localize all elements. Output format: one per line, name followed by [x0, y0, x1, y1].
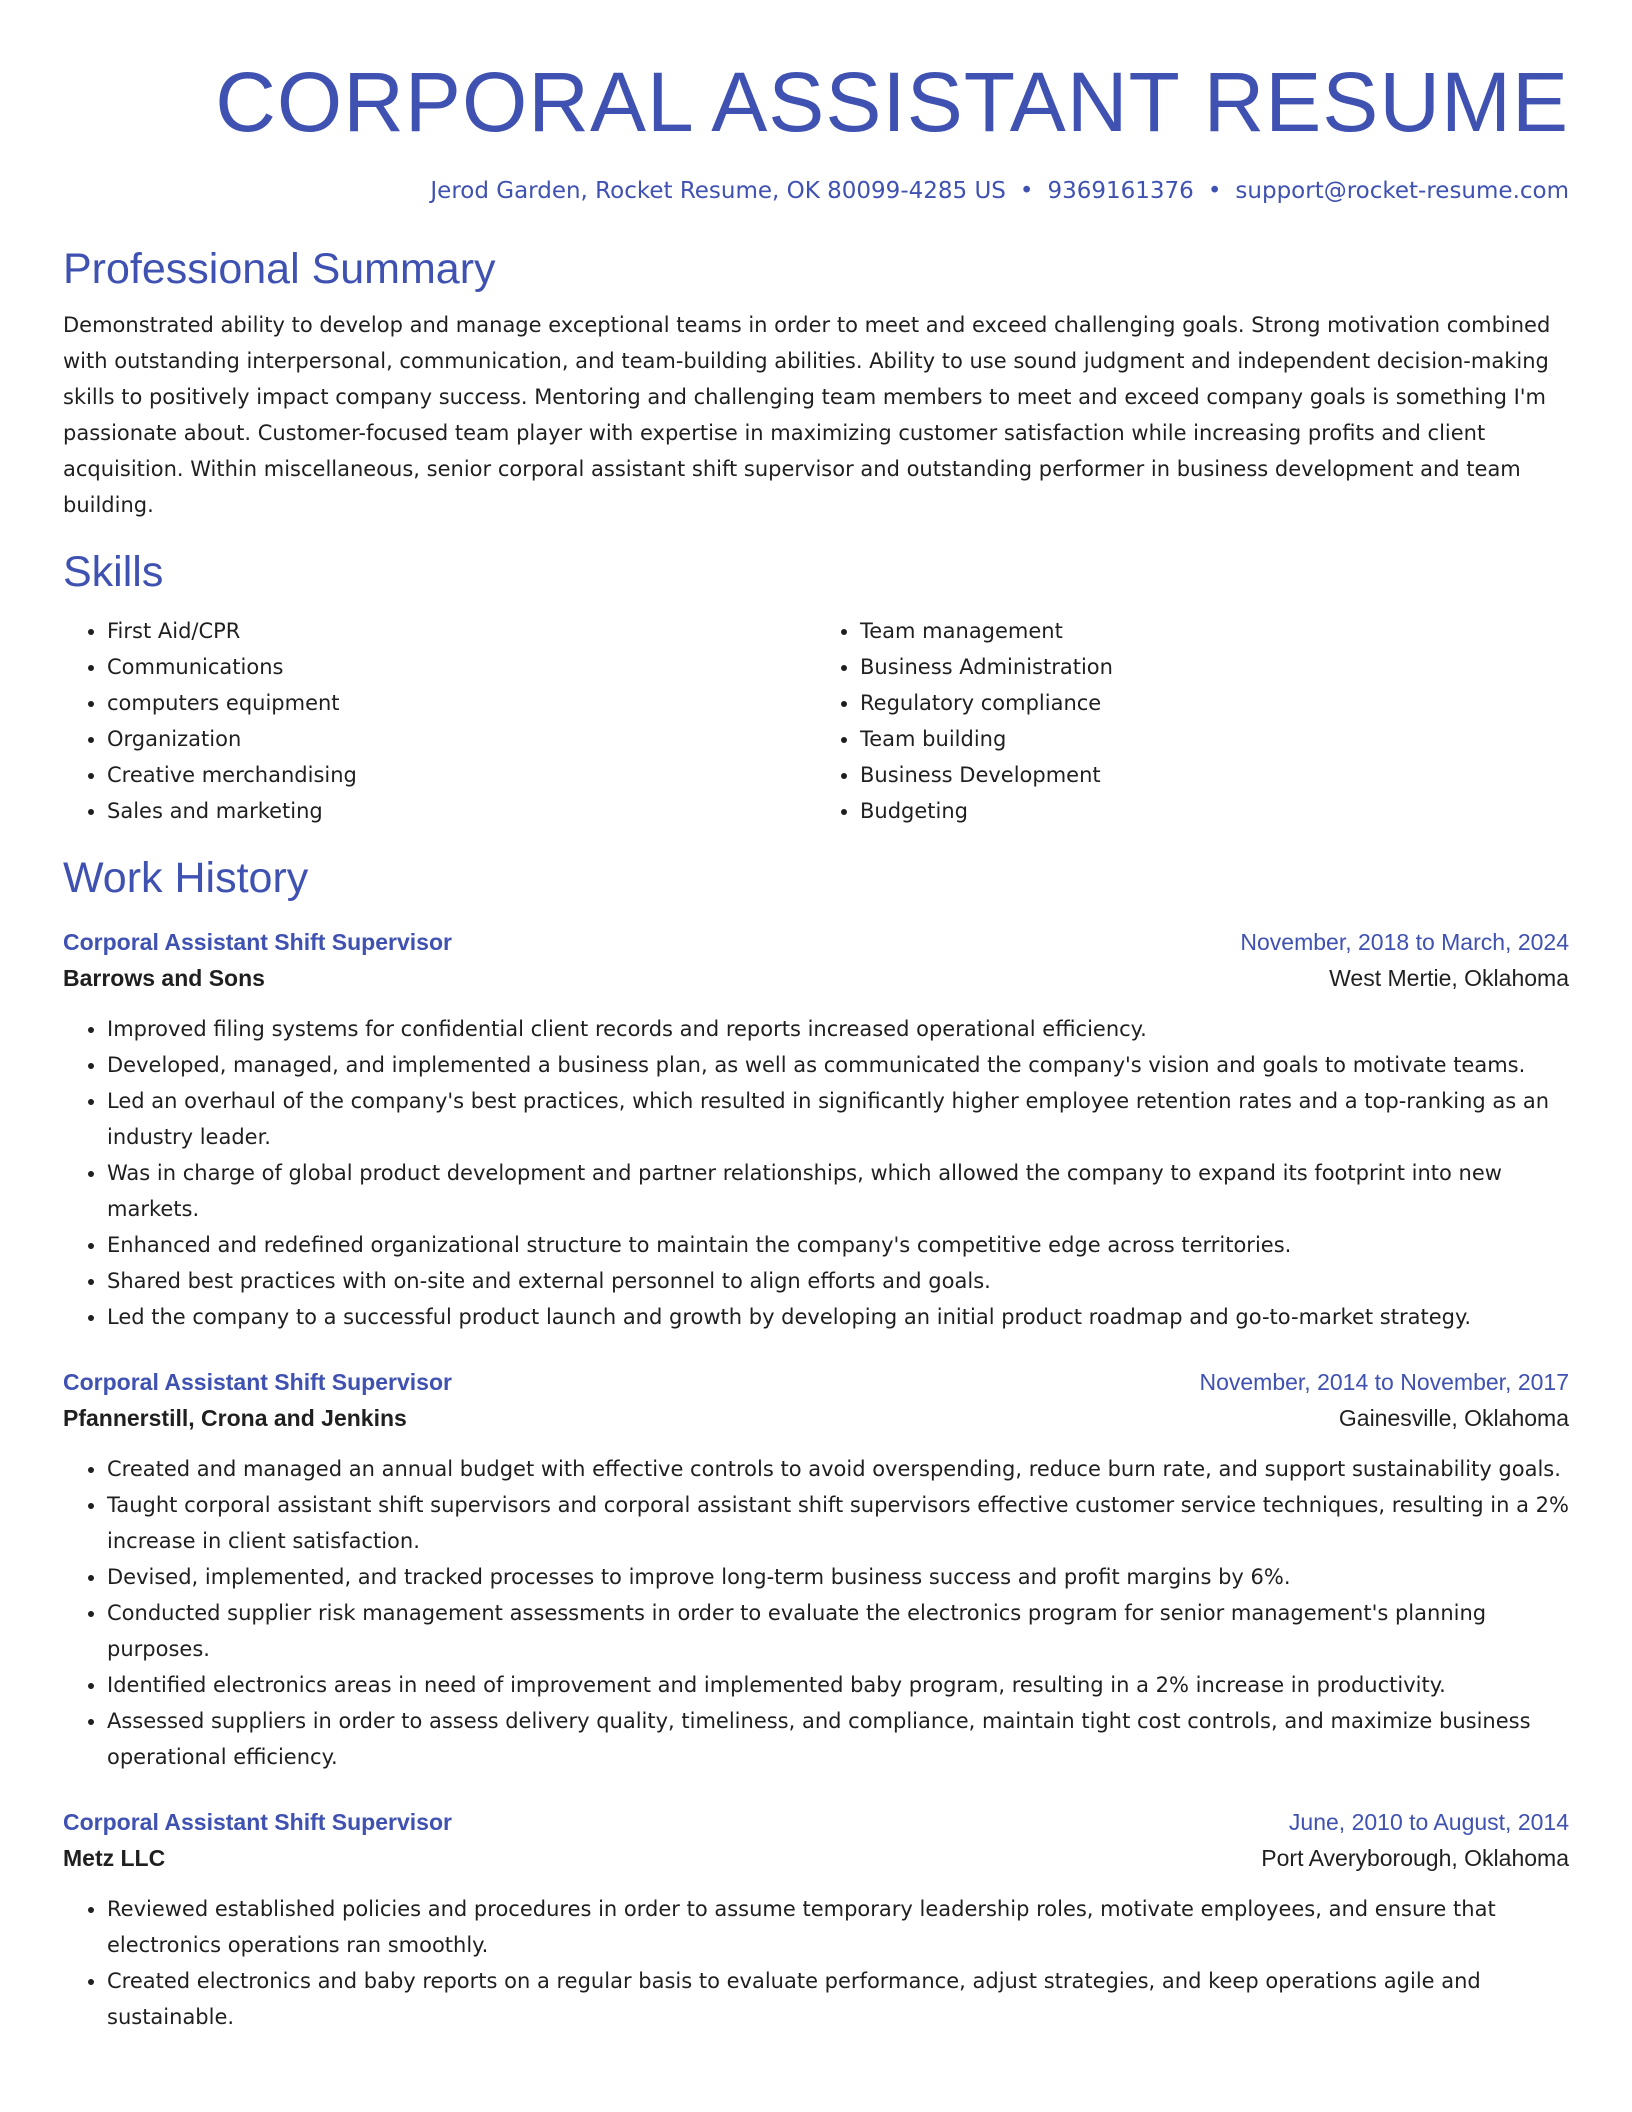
contact-address: Jerod Garden, Rocket Resume, OK 80099-4285 US — [430, 178, 1006, 204]
skills-column-left — [63, 613, 816, 829]
job-dates: November, 2014 to November, 2017 — [1199, 1369, 1569, 1395]
job-bullet: • Led an overhaul of the company's best practices, which resulted in significantly higher employee retention rates and a top-ranking as an industry leader. — [107, 1083, 1569, 1155]
job-bullets — [63, 1011, 1569, 1335]
job-bullet: • Enhanced and redefined organizational structure to maintain the company's competitive edge across territories. — [107, 1227, 1569, 1263]
summary-text: Demonstrated ability to develop and manage exceptional teams in order to meet and exceed challenging goals. Strong motivation combined with outstanding interpersonal, communication, and team-building abilities. Ability to use sound judgment and independent decision-making skills to positively impact company success. Mentoring and challenging team members to meet and exceed company goals is something I'm passionate about. Customer-focused team player with expertise in maximizing customer satisfaction while increasing profits and client acquisition. Within miscellaneous, senior corporal assistant shift supervisor and outstanding performer in business development and team building. — [63, 313, 1551, 517]
work-history-heading: Work History — [63, 854, 309, 902]
job-bullet: • Assessed suppliers in order to assess delivery quality, timeliness, and compliance, maintain tight cost controls, and maximize business operational efficiency. — [107, 1703, 1569, 1775]
contact-line — [63, 176, 1569, 206]
job-title: Corporal Assistant Shift Supervisor — [63, 929, 452, 955]
job-title: Corporal Assistant Shift Supervisor — [63, 1809, 452, 1835]
skill-item: • computers equipment — [107, 685, 816, 721]
job-bullet: • Led the company to a successful product launch and growth by developing an initial product roadmap and go-to-market strategy. — [107, 1299, 1569, 1335]
job-company: Barrows and Sons — [63, 965, 265, 991]
skill-item: • Creative merchandising — [107, 757, 816, 793]
skill-item: • Sales and marketing — [107, 793, 816, 829]
job-bullet: • Reviewed established policies and procedures in order to assume temporary leadership roles, motivate employees, and ensure that electronics operations ran smoothly. — [107, 1891, 1569, 1963]
job-bullet: • Conducted supplier risk management assessments in order to evaluate the electronics program for senior management's planning purposes. — [107, 1595, 1569, 1667]
job-location: Gainesville, Oklahoma — [1338, 1405, 1569, 1431]
job-header — [63, 925, 1569, 959]
contact-email: support@rocket-resume.com — [1235, 178, 1569, 204]
job-bullet: • Identified electronics areas in need of improvement and implemented baby program, resulting in a 2% increase in productivity. — [107, 1667, 1569, 1703]
summary-heading: Professional Summary — [63, 245, 496, 293]
job-entry — [63, 1805, 1569, 2035]
job-subheader — [63, 959, 1569, 997]
job-bullet: • Was in charge of global product development and partner relationships, which allowed the company to expand its footprint into new markets. — [107, 1155, 1569, 1227]
contact-separator: • — [1207, 178, 1222, 204]
job-dates: November, 2018 to March, 2024 — [1240, 929, 1569, 955]
contact-phone: 9369161376 — [1047, 178, 1194, 204]
job-title: Corporal Assistant Shift Supervisor — [63, 1369, 452, 1395]
skill-item: • Budgeting — [860, 793, 1569, 829]
skills-heading: Skills — [63, 548, 164, 596]
skills-column-right — [816, 613, 1569, 829]
job-header — [63, 1805, 1569, 1839]
skill-item: • First Aid/CPR — [107, 613, 816, 649]
job-header — [63, 1365, 1569, 1399]
skill-item: • Team building — [860, 721, 1569, 757]
skill-item: • Business Administration — [860, 649, 1569, 685]
job-company: Pfannerstill, Crona and Jenkins — [63, 1405, 407, 1431]
skill-item: • Organization — [107, 721, 816, 757]
job-bullets — [63, 1451, 1569, 1775]
job-location: West Mertie, Oklahoma — [1329, 965, 1569, 991]
job-bullet: • Taught corporal assistant shift supervisors and corporal assistant shift supervisors effective customer service techniques, resulting in a 2% increase in client satisfaction. — [107, 1487, 1569, 1559]
job-subheader — [63, 1399, 1569, 1437]
job-bullet: • Developed, managed, and implemented a business plan, as well as communicated the company's vision and goals to motivate teams. — [107, 1047, 1569, 1083]
contact-separator: • — [1019, 178, 1034, 204]
job-dates: June, 2010 to August, 2014 — [1288, 1809, 1569, 1835]
skills-list — [63, 613, 1569, 829]
skill-item: • Team management — [860, 613, 1569, 649]
job-location: Port Averyborough, Oklahoma — [1261, 1845, 1569, 1871]
job-bullets — [63, 1891, 1569, 2035]
resume-header — [63, 50, 1569, 206]
job-subheader — [63, 1839, 1569, 1877]
skill-item: • Communications — [107, 649, 816, 685]
job-entry — [63, 1365, 1569, 1775]
job-company: Metz LLC — [63, 1845, 166, 1871]
job-bullet: • Created electronics and baby reports on a regular basis to evaluate performance, adjust strategies, and keep operations agile and sustainable. — [107, 1963, 1569, 2035]
job-bullet: • Devised, implemented, and tracked processes to improve long-term business success and profit margins by 6%. — [107, 1559, 1569, 1595]
job-bullet: • Shared best practices with on-site and external personnel to align efforts and goals. — [107, 1263, 1569, 1299]
skill-item: • Business Development — [860, 757, 1569, 793]
job-bullet: • Created and managed an annual budget with effective controls to avoid overspending, reduce burn rate, and support sustainability goals. — [107, 1451, 1569, 1487]
job-entry — [63, 925, 1569, 1335]
resume-title: CORPORAL ASSISTANT RESUME — [215, 55, 1569, 149]
job-bullet: • Improved filing systems for confidential client records and reports increased operational efficiency. — [107, 1011, 1569, 1047]
skill-item: • Regulatory compliance — [860, 685, 1569, 721]
